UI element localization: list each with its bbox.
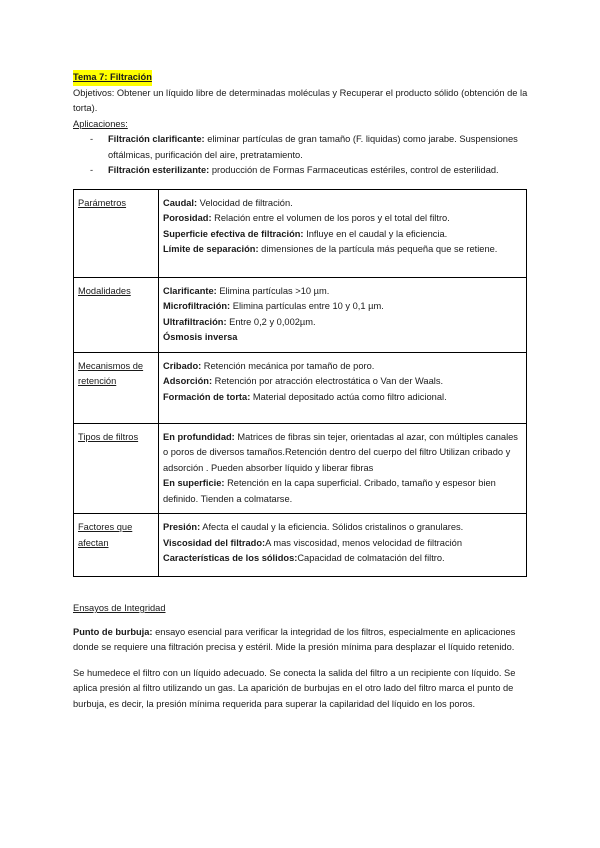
list-item-text: producción de Formas Farmaceuticas estériles, control de esterilidad. <box>209 165 499 175</box>
text: ensayo esencial para verificar la integridad de los filtros, especialmente en aplicaciones donde se requiere una filtración precisa y estéril. Mide la presión mínima para desplazar el líquido retenido. <box>73 626 516 652</box>
term: Ósmosis inversa <box>163 332 238 342</box>
row-label: Tipos de filtros <box>74 423 159 514</box>
list-item-term: Filtración clarificante: <box>108 134 205 144</box>
term: Punto de burbuja: <box>73 626 153 637</box>
aplicaciones-list <box>73 132 533 179</box>
text: Relación entre el volumen de los poros y el total del filtro. <box>211 213 450 223</box>
punto-burbuja-paragraph <box>73 625 533 656</box>
text: Matrices de fibras sin tejer, orientadas al azar, con múltiples canales o poros de diversos tamaños.Retención dentro del cuerpo del filtro Utilizan cribado y adsorción . Pueden absorber líquido y liberar fibras <box>163 431 518 473</box>
table-row <box>74 189 527 277</box>
ensayos-heading: Ensayos de Integridad <box>73 603 166 613</box>
text: Capacidad de colmatación del filtro. <box>297 553 445 563</box>
text: Velocidad de filtración. <box>197 197 293 208</box>
text: Elimina partículas >10 µm. <box>216 285 330 296</box>
term: Características de los sólidos: <box>163 553 298 563</box>
objetivos-text: Objetivos: Obtener un líquido libre de determinadas moléculas y Recuperar el producto sólido (obtención de la torta). <box>73 87 528 113</box>
term: En profundidad: <box>163 431 235 442</box>
row-content <box>159 423 527 514</box>
text: dimensiones de la partícula más pequeña que se retiene. <box>258 244 498 254</box>
aplicaciones-heading: Aplicaciones: <box>73 118 128 129</box>
text: Retención en la capa superficial. Cribado, tamaño y espesor bien definido. Tienden a colmatarse. <box>163 478 496 504</box>
row-label: Mecanismos de retención <box>74 352 159 423</box>
table-row <box>74 277 527 352</box>
row-content <box>159 514 527 577</box>
list-item <box>73 163 533 179</box>
term: Adsorción: <box>163 376 213 386</box>
table-row <box>74 514 527 577</box>
term: Superficie efectiva de filtración: <box>163 228 304 239</box>
term: Viscosidad del filtrado: <box>163 537 266 548</box>
document-page <box>73 70 533 712</box>
term: Caudal: <box>163 197 198 208</box>
text: Material depositado actúa como filtro adicional. <box>250 391 447 402</box>
term: Microfiltración: <box>163 301 231 311</box>
row-content <box>159 189 527 277</box>
term: Ultrafiltración: <box>163 316 227 327</box>
row-label: Modalidades <box>74 277 159 352</box>
text: Retención por atracción electrostática o Van der Waals. <box>212 376 444 386</box>
text: Influye en el caudal y la eficiencia. <box>303 228 448 239</box>
text: Retención mecánica por tamaño de poro. <box>201 360 375 371</box>
table-row <box>74 423 527 514</box>
term: Límite de separación: <box>163 244 259 254</box>
list-item-term: Filtración esterilizante: <box>108 165 210 175</box>
row-content <box>159 352 527 423</box>
list-item <box>73 132 533 163</box>
document-title: Tema 7: Filtración <box>73 70 152 86</box>
term: Cribado: <box>163 360 202 371</box>
filtration-table <box>73 189 527 578</box>
term: En superficie: <box>163 478 225 488</box>
term: Formación de torta: <box>163 391 251 402</box>
table-row <box>74 352 527 423</box>
text: Elimina partículas entre 10 y 0,1 µm. <box>230 301 384 311</box>
row-content <box>159 277 527 352</box>
text: A mas viscosidad, menos velocidad de filtración <box>265 537 463 548</box>
procedimiento-paragraph: Se humedece el filtro con un líquido adecuado. Se conecta la salida del filtro a un recipiente con líquido. Se aplica presión al filtro utilizando un gas. La aparición de burbujas en el otro lado del filtro marca el punto de burbuja, es decir, la presión mínima requerida para superar la capilaridad del líquido en los poros. <box>73 667 516 709</box>
text: Afecta el caudal y la eficiencia. Sólidos cristalinos o granulares. <box>200 522 464 532</box>
row-label: Parámetros <box>74 189 159 277</box>
text: Entre 0,2 y 0,002µm. <box>226 316 316 327</box>
term: Clarificante: <box>163 285 217 296</box>
term: Presión: <box>163 522 201 532</box>
row-label: Factores que afectan <box>74 514 159 577</box>
term: Porosidad: <box>163 213 212 223</box>
list-item-text: eliminar partículas de gran tamaño (F. liquidas) como jarabe. Suspensiones oftálmicas, purificación del aire, pretratamiento. <box>108 134 518 160</box>
